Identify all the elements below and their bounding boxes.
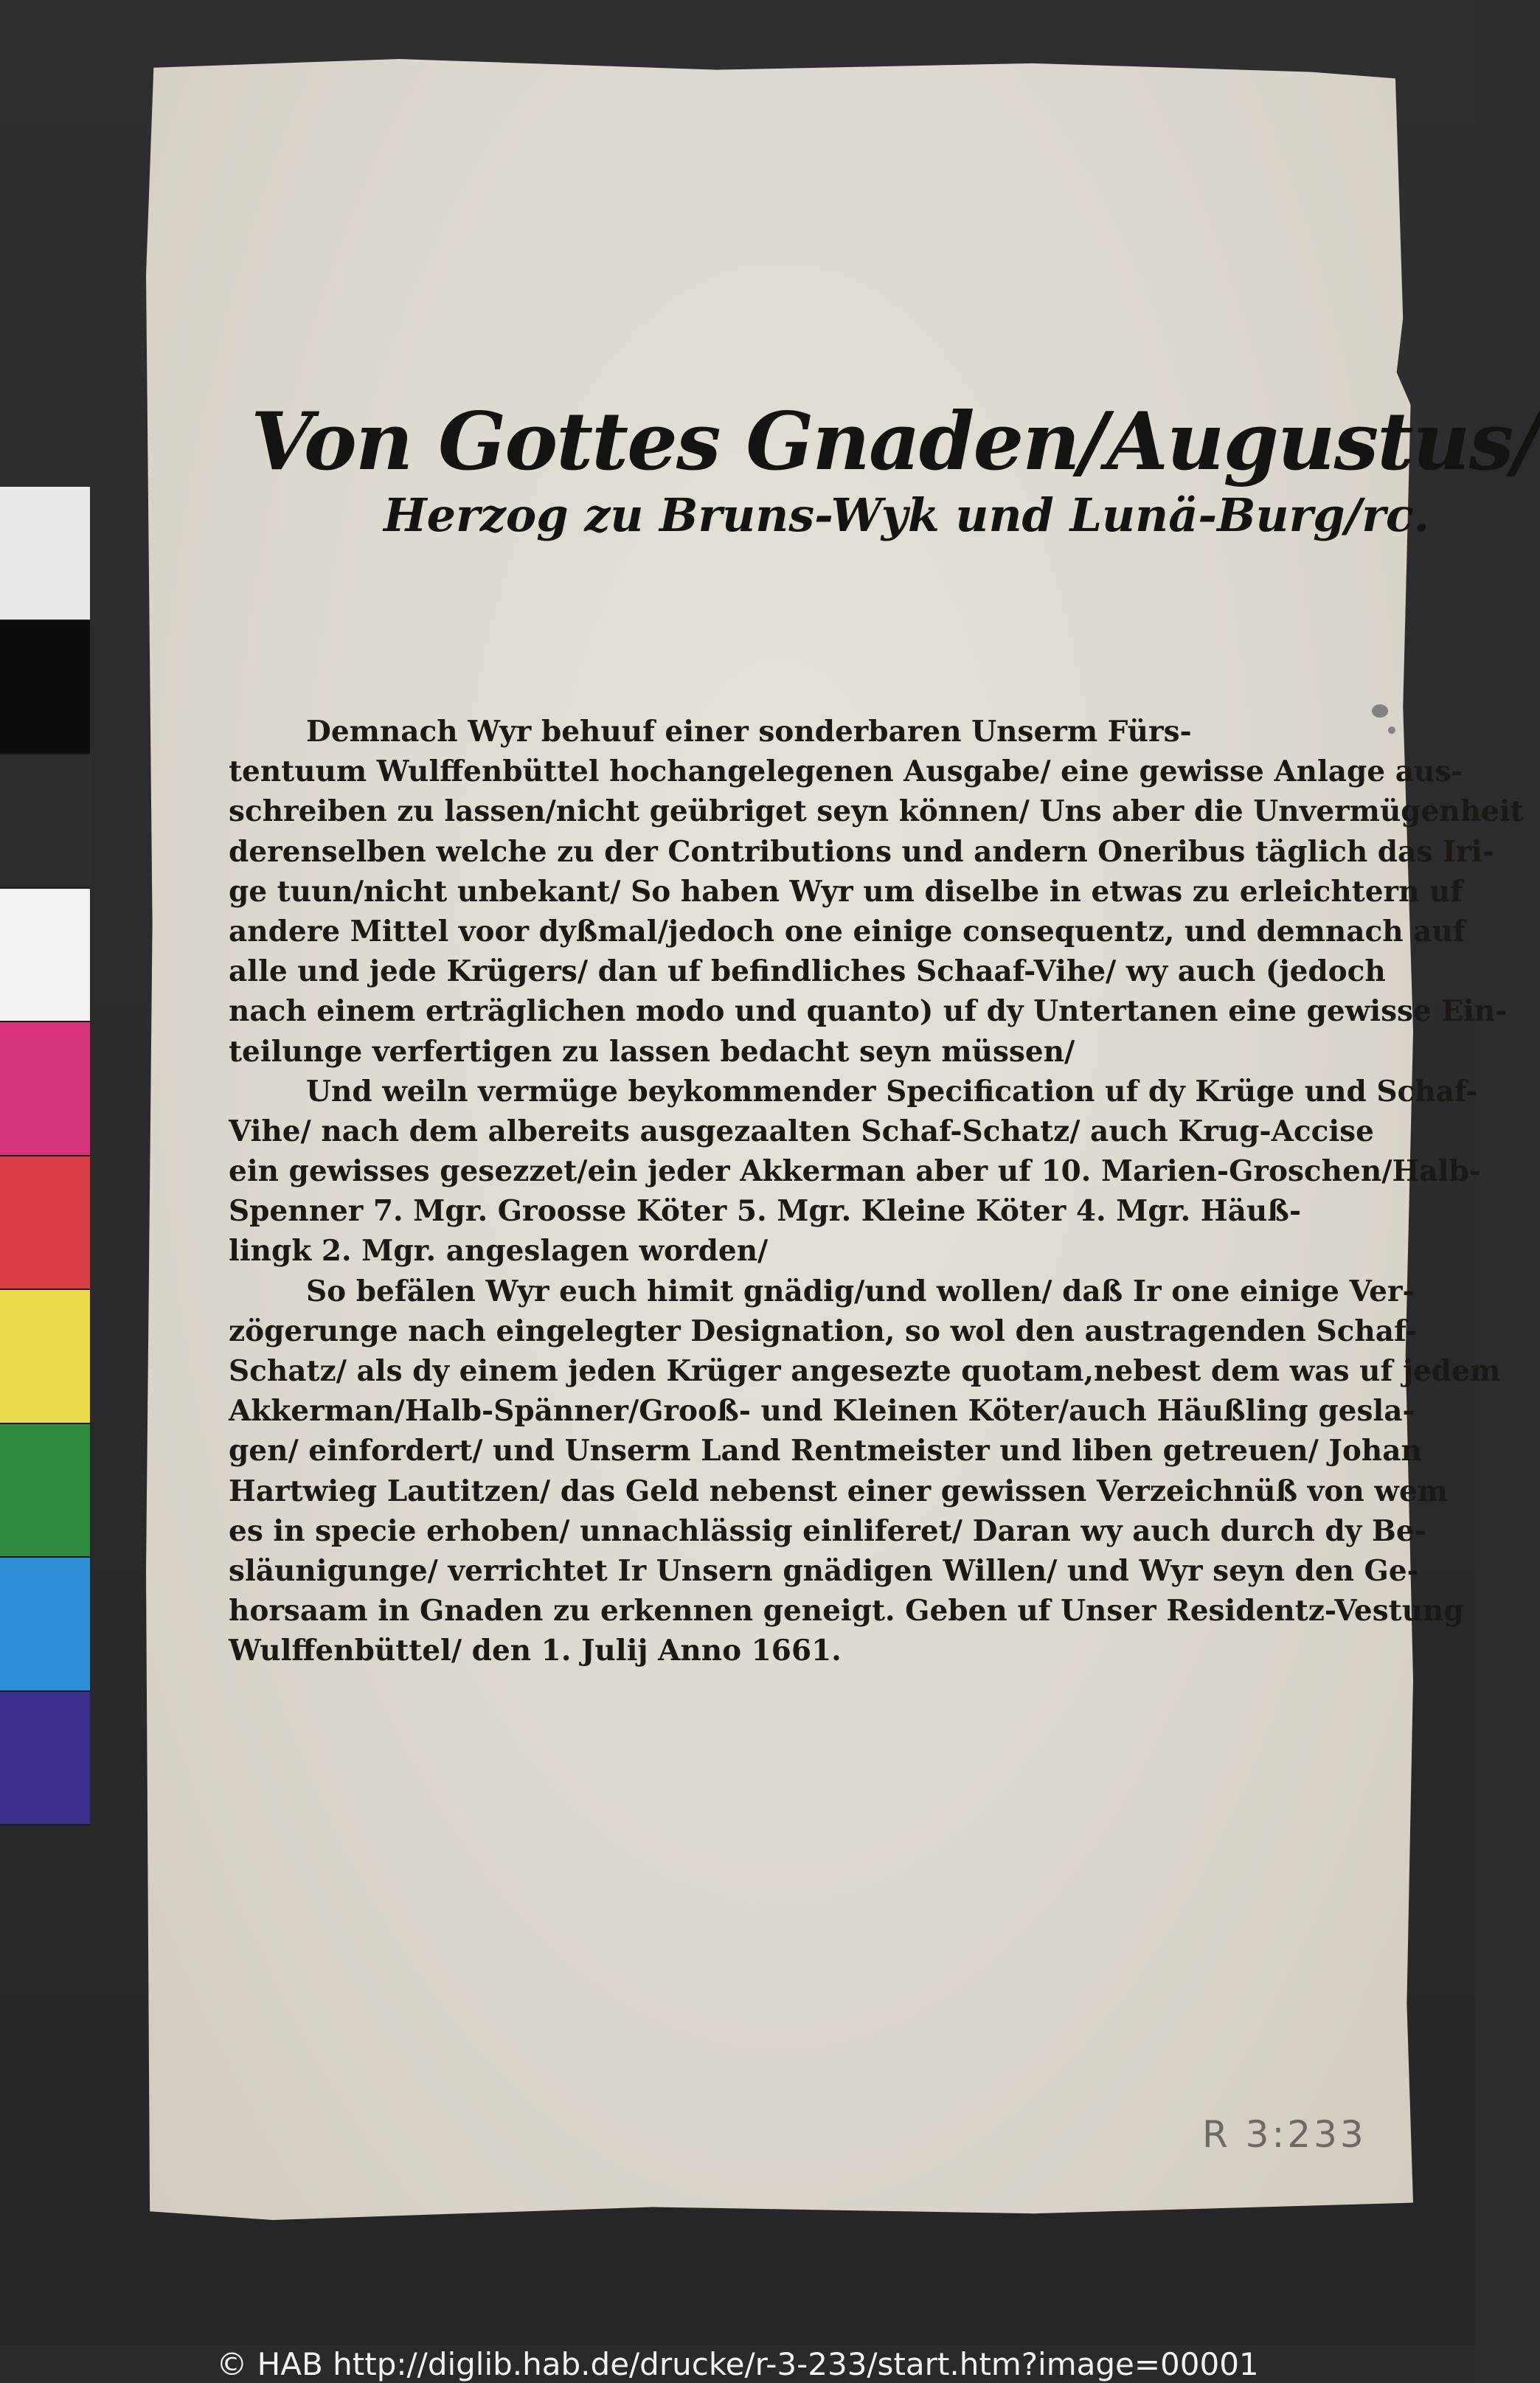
swatch-light-gray xyxy=(0,487,90,621)
text-line: Hartwieg Lautitzen/ das Geld nebenst einer gewissen Verzeichnüß von wem xyxy=(229,1474,1448,1508)
ink-blot xyxy=(1388,726,1395,734)
text-line: ein gewisses gesezzet/ein jeder Akkerman aber uf 10. Marien-Groschen/Halb- xyxy=(229,1154,1481,1189)
text-line: andere Mittel voor dyßmal/jedoch one einige consequentz, und demnach auf xyxy=(229,914,1466,948)
text-line: släunigunge/ verrichtet Ir Unsern gnädigen Willen/ und Wyr seyn den Ge- xyxy=(229,1553,1419,1588)
color-calibration-bar xyxy=(0,487,90,1825)
text-line: zögerunge nach eingelegter Designation, so wol den austragenden Schaf- xyxy=(229,1314,1418,1348)
swatch-magenta xyxy=(0,1022,90,1156)
swatch-green xyxy=(0,1424,90,1558)
text-line: alle und jede Krügers/ dan uf befindliches Schaaf-Vihe/ wy auch (jedoch xyxy=(229,954,1386,989)
swatch-white xyxy=(0,889,90,1023)
swatch-yellow xyxy=(0,1290,90,1424)
document-title: Von Gottes Gnaden/Augustus/ xyxy=(251,395,1540,488)
document-body xyxy=(229,712,1524,1671)
text-line: Vihe/ nach dem albereits ausgezaalten Schaf-Schatz/ auch Krug-Accise xyxy=(229,1114,1374,1148)
text-line: So befälen Wyr euch himit gnädig/und wollen/ daß Ir one einige Ver- xyxy=(306,1274,1415,1308)
swatch-black xyxy=(0,621,90,755)
text-line: gen/ einfordert/ und Unserm Land Rentmeister und liben getreuen/ Johan xyxy=(229,1434,1422,1468)
swatch-dark-gray xyxy=(0,755,90,889)
text-line: lingk 2. Mgr. angeslagen worden/ xyxy=(229,1234,769,1269)
text-line: tentuum Wulffenbüttel hochangelegenen Ausgabe/ eine gewisse Anlage aus- xyxy=(229,755,1463,789)
text-line: Wulffenbüttel/ den 1. Julij Anno 1661. xyxy=(229,1634,842,1668)
swatch-red xyxy=(0,1156,90,1291)
text-line: nach einem erträglichen modo und quanto) uf dy Untertanen eine gewisse Ein- xyxy=(229,994,1508,1029)
text-line: teilunge verfertigen zu lassen bedacht seyn müssen/ xyxy=(229,1034,1075,1069)
footer-credit: © HAB http://diglib.hab.de/drucke/r-3-233/start.htm?image=00001 xyxy=(0,2345,1475,2383)
swatch-violet xyxy=(0,1692,90,1826)
text-line: derenselben welche zu der Contributions und andern Oneribus täglich das Iri- xyxy=(229,834,1494,869)
ink-blot xyxy=(1372,704,1388,718)
document-heading xyxy=(251,395,1540,542)
text-line: horsaam in Gnaden zu erkennen geneigt. Geben uf Unser Residentz-Vestung xyxy=(229,1594,1464,1628)
document-subtitle: Herzog zu Bruns-Wyk und Lunä-Burg/rc. xyxy=(384,488,1430,542)
text-line: ge tuun/nicht unbekant/ So haben Wyr um diselbe in etwas zu erleichtern uf xyxy=(229,874,1463,909)
swatch-cyan xyxy=(0,1558,90,1692)
text-line: Und weiln vermüge beykommender Specification uf dy Krüge und Schaf- xyxy=(306,1074,1478,1109)
shelfmark: R 3:233 xyxy=(1202,2113,1367,2156)
text-line: Spenner 7. Mgr. Groosse Köter 5. Mgr. Kleine Köter 4. Mgr. Häuß- xyxy=(229,1194,1302,1229)
text-line: Schatz/ als dy einem jeden Krüger angesezte quotam,nebest dem was uf jedem xyxy=(229,1354,1501,1388)
text-line: schreiben zu lassen/nicht geübriget seyn können/ Uns aber die Unvermügenheit xyxy=(229,794,1524,829)
text-line: es in specie erhoben/ unnachlässig einliferet/ Daran wy auch durch dy Be- xyxy=(229,1513,1426,1548)
text-line: Demnach Wyr behuuf einer sonderbaren Unserm Fürs- xyxy=(306,715,1192,749)
text-line: Akkerman/Halb-Spänner/Grooß- und Kleinen Köter/auch Häußling gesla- xyxy=(229,1394,1415,1429)
